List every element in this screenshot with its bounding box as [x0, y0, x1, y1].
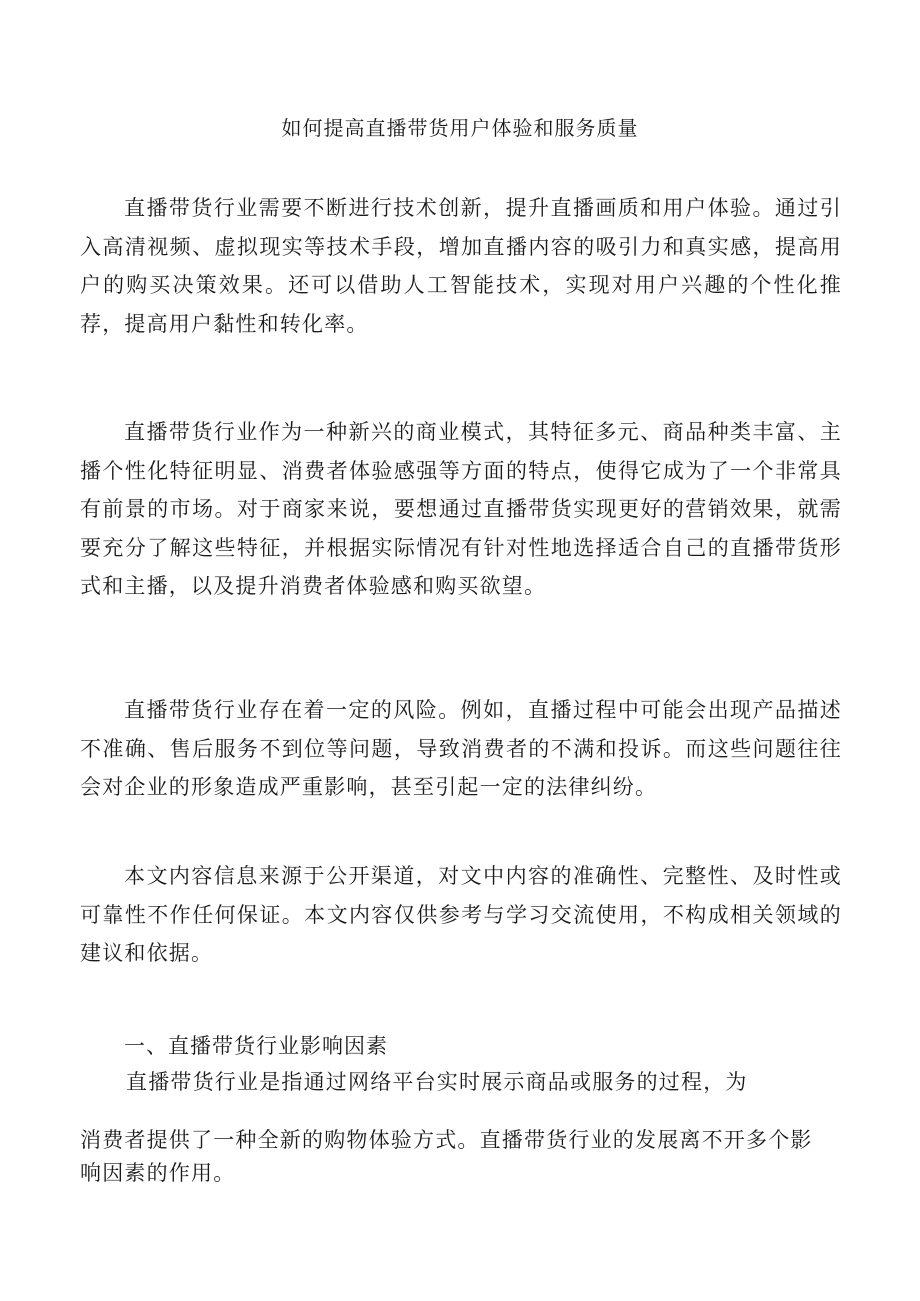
paragraph-industry-risks: 直播带货行业存在着一定的风险。例如，直播过程中可能会出现产品描述不准确、售后服务不到位等问题，导致消费者的不满和投诉。而这些问题往往会对企业的形象造成严重影响，甚至引起一定的法律纠纷。 — [80, 698, 842, 799]
section-heading: 一、直播带货行业影响因素 — [124, 1034, 388, 1058]
section-text-line: 消费者提供了一种全新的购物体验方式。直播带货行业的发展离不开多个影 — [80, 1128, 813, 1152]
paragraph-industry-features: 直播带货行业作为一种新兴的商业模式，其特征多元、商品种类丰富、主播个性化特征明显、消费者体验感强等方面的特点，使得它成为了一个非常具有前景的市场。对于商家来说，要想通过直播带货实现更好的营销效果，就需要充分了解这些特征，并根据实际情况有针对性地选择适合自己的直播带货形式和主播，以及提升消费者体验感和购买欲望。 — [80, 420, 842, 598]
paragraph-tech-innovation: 直播带货行业需要不断进行技术创新，提升直播画质和用户体验。通过引入高清视频、虚拟现实等技术手段，增加直播内容的吸引力和真实感，提高用户的购买决策效果。还可以借助人工智能技术，实现对用户兴趣的个性化推荐，提高用户黏性和转化率。 — [80, 196, 842, 336]
section-text-line: 响因素的作用。 — [80, 1161, 236, 1185]
section-text-line: 直播带货行业是指通过网络平台实时展示商品或服务的过程，为 — [126, 1070, 748, 1094]
document-title: 如何提高直播带货用户体验和服务质量 — [281, 116, 639, 140]
paragraph-disclaimer: 本文内容信息来源于公开渠道，对文中内容的准确性、完整性、及时性或可靠性不作任何保证。本文内容仅供参考与学习交流使用，不构成相关领域的建议和依据。 — [80, 864, 842, 965]
